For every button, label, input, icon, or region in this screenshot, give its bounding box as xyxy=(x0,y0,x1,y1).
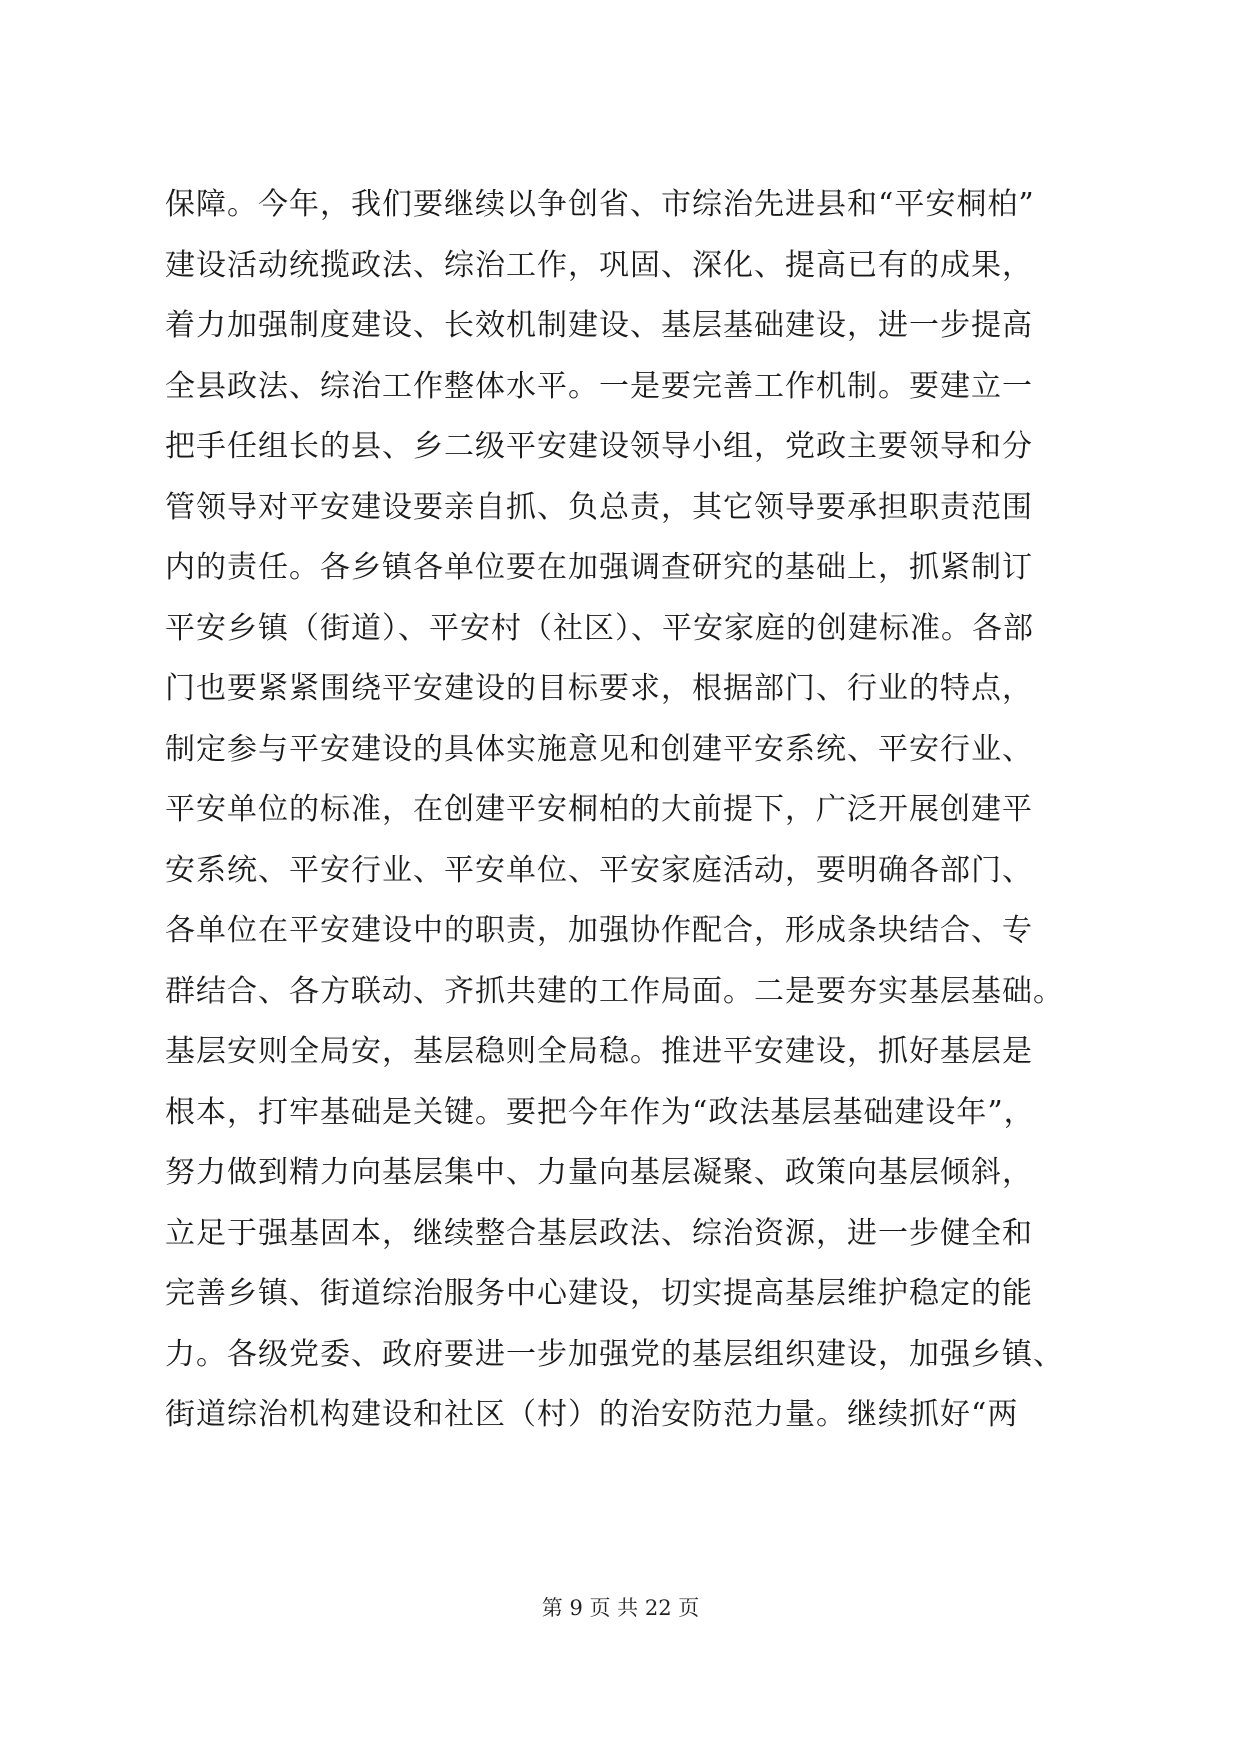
text-line: 街道综治机构建设和社区（村）的治安防范力量。继续抓好“两 xyxy=(165,1397,1019,1432)
text-line: 根本，打牢基础是关键。要把今年作为“政法基层基础建设年”， xyxy=(165,1094,1035,1130)
text-line: 全县政法、综治工作整体水平。一是要完善工作机制。要建立一 xyxy=(165,368,1033,404)
text-line: 制定参与平安建设的具体实施意见和创建平安系统、平安行业、 xyxy=(165,731,1033,767)
text-line: 群结合、各方联动、齐抓共建的工作局面。二是要夯实基层基础。 xyxy=(165,973,1064,1009)
text-line: 管领导对平安建设要亲自抓、负总责，其它领导要承担职责范围 xyxy=(165,489,1033,525)
text-line: 安系统、平安行业、平安单位、平安家庭活动，要明确各部门、 xyxy=(165,852,1033,888)
text-line: 保障。今年，我们要继续以争创省、市综治先进县和“平安桐柏” xyxy=(165,187,1035,222)
text-line: 平安单位的标准，在创建平安桐柏的大前提下，广泛开展创建平 xyxy=(165,792,1033,827)
text-line: 建设活动统揽政法、综治工作，巩固、深化、提高已有的成果， xyxy=(165,247,1033,283)
text-line: 把手任组长的县、乡二级平安建设领导小组，党政主要领导和分 xyxy=(165,429,1033,464)
text-line: 努力做到精力向基层集中、力量向基层凝聚、政策向基层倾斜， xyxy=(165,1155,1033,1190)
page-number-footer: 第 9 页 共 22 页 xyxy=(541,1596,700,1620)
text-line: 基层安则全局安，基层稳则全局稳。推进平安建设，抓好基层是 xyxy=(165,1034,1033,1069)
text-line: 完善乡镇、街道综治服务中心建设，切实提高基层维护稳定的能 xyxy=(165,1276,1033,1311)
text-line: 各单位在平安建设中的职责，加强协作配合，形成条块结合、专 xyxy=(165,913,1033,948)
text-line: 着力加强制度建设、长效机制建设、基层基础建设，进一步提高 xyxy=(165,308,1033,343)
text-line: 内的责任。各乡镇各单位要在加强调查研究的基础上，抓紧制订 xyxy=(165,550,1033,585)
text-line: 立足于强基固本，继续整合基层政法、综治资源，进一步健全和 xyxy=(165,1215,1033,1251)
text-line: 门也要紧紧围绕平安建设的目标要求，根据部门、行业的特点， xyxy=(165,671,1033,706)
text-line: 力。各级党委、政府要进一步加强党的基层组织建设，加强乡镇、 xyxy=(165,1336,1064,1372)
body-text xyxy=(165,175,1095,1446)
text-line: 平安乡镇（街道）、平安村（社区）、平安家庭的创建标准。各部 xyxy=(165,610,1034,646)
